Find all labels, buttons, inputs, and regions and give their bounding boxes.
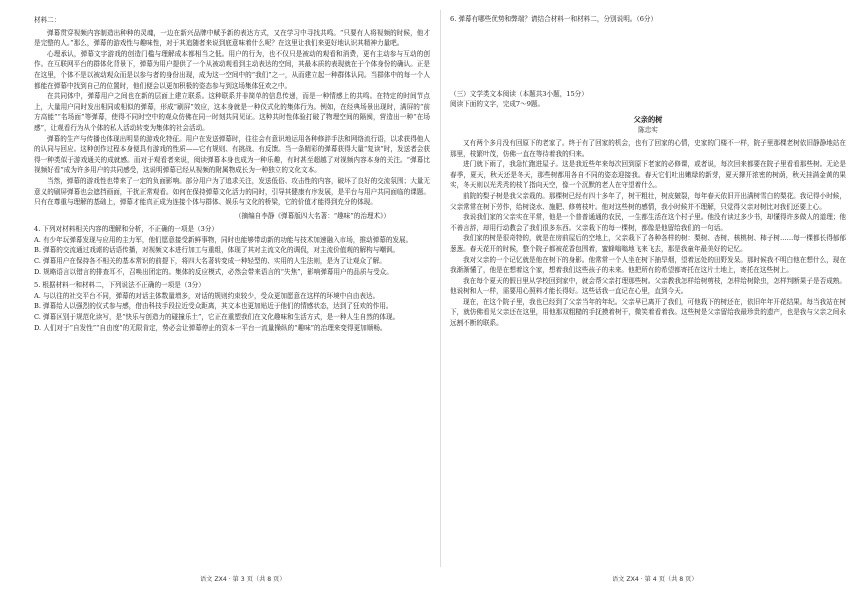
question-4-stem: 4. 下列对材料相关内容的理解和分析，不正确的一项是（3分） (34, 225, 219, 234)
question-4-option-b: B. 弹幕的交流通过戏谑的话语传播，对视频文本进行加工与重组，体现了其对主流文化的调侃，对主流价值观的解构与嘲讽。 (34, 246, 400, 255)
question-5-stem: 5. 根据材料一和材料二，下列说法不正确的一项是（3分） (34, 281, 205, 290)
question-5-option-b: B. 弹幕给人以强烈的仪式参与感，借由科技手段拉近受众距离，其文本也更加贴近于他们的情感状态，达到了狂欢的作用。 (34, 302, 393, 311)
story-paragraph: 我在每个夏天的假日里从学校回到家中，就会帮父亲打理那些树。父亲教我怎样给树剪枝，怎样给树除虫，怎样判断果子是否成熟。他说树和人一样，需要用心照料才能长得好。这些话我一直记在心里，直到今天。 (450, 276, 846, 296)
question-6: 6. 弹幕有哪些优势和弊端？请结合材料一和材料二，分别说明。（6分） (450, 15, 658, 23)
material-paragraph: 在共同体中，弹幕用户之间也在新的层面上建立联系。这种联系并非简单的信息传递，而是一种情感上的共鸣。在特定的时间节点上，大量用户同时发出相同或相似的弹幕，形成“刷屏”效应，这本身就是一种仪式化的集体行为。例如，在经典场景出现时，满屏的“前方高能”“名场面”等弹幕，使得不同时空中的观众仿佛在同一时刻共同见证。这种共时性体验打破了物理空间的隔阂，营造出一种“在场感”，让观看行为从个体的私人活动转变为集体的社会活动。 (34, 92, 430, 132)
question-4-option-a: A. 有少年玩弹幕发现与应用的主力军，他们愿意接受新鲜事物，同时也能够带动新的功能与技术加速融入市场，推动弹幕的发展。 (34, 235, 413, 244)
question-5-option-a: A. 与以往的社交平台不同，弹幕的对话主体数量增多，对话的规则约束较少，受众更加愿意在这样的环境中自由表达。 (34, 291, 380, 300)
left-column (34, 14, 430, 565)
question-5-option-d: D. 人们对于“自发性”“自由度”的无限肯定，势必会让弹幕停止的资本一平台一流量操纵的“趣味”的治理来变得更加顺畅。 (34, 323, 387, 332)
story-paragraph: 前院的梨子树是我父亲栽的。那棵树已经有四十多年了，树干粗壮，树皮皴裂，每年春天依旧开出满树雪白的梨花。我记得小时候，父亲常常在树下劳作，给树浇水、施肥、修剪枝叶。他对这些树的感情，我小时候并不理解，只觉得父亲对树比对我们还要上心。 (450, 191, 846, 211)
section-heading: （三）文学类文本阅读（本题共3小题，15分） (450, 89, 588, 98)
question-5-option-c: C. 弹幕区别于规范化读写，是“快乐与创造力的碰撞乐土”，它正在重塑我们在文化趣味和生活方式，是一种人生自然的体现。 (34, 313, 400, 322)
material-paragraph: 心理承认，弹幕文字游戏的创造门槛与理解成本都相当之低。用户的行为，也不仅只是被动的观看和消费，更有主动参与互动的创作。在互联网平台的群体化背景下，弹幕为用户提供了一个从被动观看到主动表达的空间，其最本质的表现就在于个体身份的确认。正是在这里，个体不是以被动观众而是以参与者的身份出现，成为这一空间中的“我们”之一，从而建立起一种群体认同。当群体中的每一个人都能在弹幕中找到自己的位置时，他们便会以更加积极的姿态参与到这场集体狂欢之中。 (34, 49, 430, 90)
section-instruction: 阅读下面的文字，完成7～9题。 (450, 100, 545, 109)
question-4-option-c: C. 弹幕用户在保持各不相关的基本常识的前提下，将四大名著转变成一种轻型的、实用的人生法则，是为了让观众了解。 (34, 257, 386, 266)
material-paragraph: 当然，弹幕的游戏性也带来了一定的负面影响。部分用户为了追求关注，发送低俗、攻击性的内容，破坏了良好的交流氛围；大量无意义的刷屏弹幕也会遮挡画面，干扰正常观看。如何在保持弹幕文化活力的同时，引导其健康有序发展，是平台与用户共同面临的课题。只有在尊重与理解的基础上，弹幕才能真正成为连接个体与群体、娱乐与文化的桥梁，它的价值才能得到充分的体现。 (34, 176, 430, 207)
story-paragraph: 进门就下雨了，我急忙跑进屋子。这是我近些年来每次回到原下老家的必修课，或者说，每次回来都要在院子里看看那些树。无论是春季，夏天，秋天还是冬天，那些树都用各自不同的姿态迎接我。春天它们吐出嫩绿的新芽，夏天撑开浓密的树荫，秋天挂满金黄的果实，冬天则以光秃秃的枝丫指向天空，像一个沉默的老人在守望着什么。 (450, 160, 846, 190)
answer-space (450, 25, 846, 85)
story-title: 父亲的树 (633, 114, 663, 124)
story-paragraph: 我说我们家的父亲实在平常，他是一个普普通通的农民，一生都生活在这个村子里。他没有读过多少书，却懂得许多做人的道理；他不善言辞，却用行动教会了我们很多东西。父亲栽下的每一棵树，都像是他留给我们的一句话。 (450, 213, 846, 232)
column-divider (440, 10, 441, 567)
page-footer-left: 语文 ZX4 · 第 3 页（共 8 页） (200, 576, 286, 583)
material-paragraph: 弹幕的生产与传播也体现出明显的游戏化特征。用户在发送弹幕时，往往会有意识地运用各种修辞手法和网络流行语，以求获得他人的认同与回应。这种创作过程本身便具有游戏的性质——它有规则、有挑战、有反馈。当一条精彩的弹幕获得大量“复读”时，发送者会获得一种类似于游戏通关的成就感。而对于观看者来说，阅读弹幕本身也成为一种乐趣，有时甚至超越了对视频内容本身的关注。“弹幕比视频好看”成为许多用户的共同感受，这说明弹幕已经从视频的附属物成长为一种独立的文化文本。 (34, 134, 430, 175)
story-paragraph: 又有两个多月没有回原下的老家了。终于有了回家的机会，也有了回家的心情，史家的门楼不一样，院子里那棵老树依旧静静地站在那里，枝繁叶茂，仿佛一直在等待着我的归来。 (450, 138, 846, 158)
story-paragraph: 现在，在这个院子里，我也已经到了父亲当年的年纪。父亲早已离开了我们，可他栽下的树还在，依旧年年开花结果。每当我站在树下，就仿佛看见父亲还在这里，用他那双粗糙的手抚摸着树干，微笑着看着我。这些树是父亲留给我最珍贵的遗产，也是我与父亲之间永远割不断的联系。 (450, 297, 846, 328)
right-column (450, 14, 846, 565)
story-author: 陈忠实 (638, 126, 658, 135)
page-footer-right: 语文 ZX4 · 第 4 页（共 8 页） (612, 576, 698, 583)
story-paragraph: 我对父亲的一个记忆就是他在树下的身影。他常常一个人坐在树下抽旱烟，望着远处的田野发呆。那时候我不明白他在想什么，现在我渐渐懂了，他是在想着这个家，想着我们这些孩子的未来。他把所有的希望都寄托在这片土地上，寄托在这些树上。 (450, 255, 846, 275)
material-heading: 材料二： (34, 16, 61, 24)
question-4-option-d: D. 规略语言以错言的排查耳不，召唤出团定的。集体的反应模式，必然会带来语言的“失焦”，影响弹幕用户的品质与受众。 (34, 267, 393, 276)
material-paragraph: 弹幕贯穿视频内容制造出种种的灵魂，一边在新兴品牌中赋予新的表达方式，又在学习中寻找共鸣。“只要有人将视频的时候，他才是完整的人。”那么，弹幕的游戏性与趣味性，对于其追随者来说到底意味着什么呢？在这里让我们来更好地认识其精神力量吧。 (34, 28, 430, 48)
story-paragraph: 我们家的树是很奇特的，就是在房前屋后的空地上，父亲栽下了各种各样的树：梨树、杏树、核桃树、柿子树……每一棵都长得郁郁葱葱。春天花开的时候，整个院子都被花香包围着，蜜蜂嗡嗡地飞来飞去，那是我童年最美好的记忆。 (450, 234, 846, 253)
source-citation: （摘编自李静《弹幕版四大名著：“趣味”的治理术》） (234, 211, 390, 220)
